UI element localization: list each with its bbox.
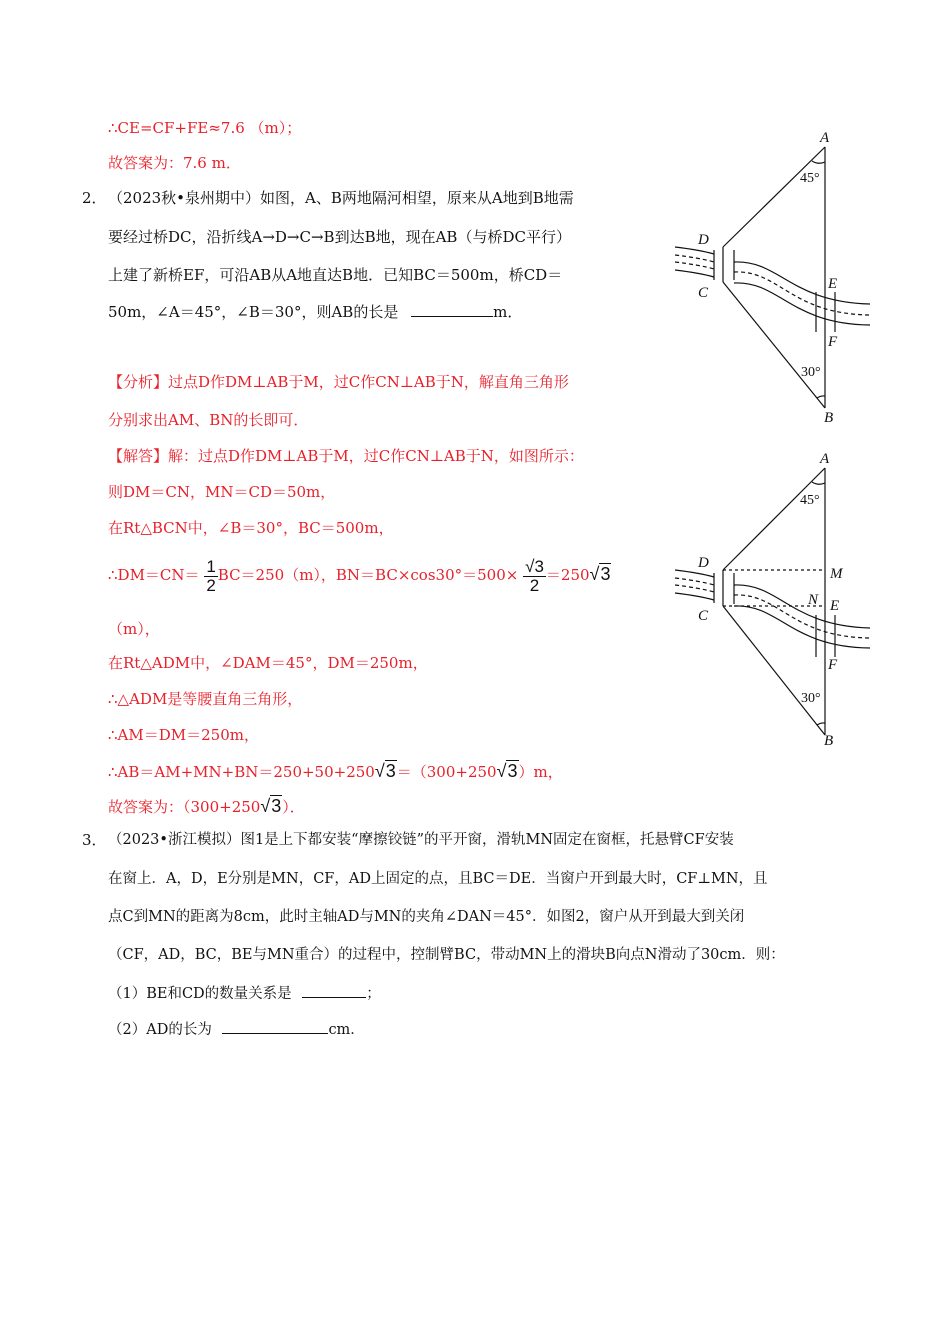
label-A: A	[820, 130, 830, 146]
angle-45: 45°	[800, 171, 820, 186]
formula-part: ）m，	[518, 763, 563, 781]
label-A: A	[820, 451, 830, 467]
label-D: D	[698, 555, 709, 571]
formula-part: ∴DM＝CN＝	[108, 566, 200, 584]
q2-solution-line-4	[108, 556, 611, 595]
q2-solution-line-5: （m），	[108, 620, 160, 638]
q3-stem-line-4: （CF，AD，BC，BE与MN重合）的过程中，控制臂BC，带动MN上的滑块B向点N滑动了30cm．则：	[108, 947, 785, 963]
sqrt-3: √3	[496, 761, 518, 781]
q2-unit: m．	[493, 303, 523, 321]
q2-solution-line-6: 在Rt△ADM中，∠DAM＝45°，DM＝250m，	[108, 654, 428, 672]
q3-stem-line-1: （2023•浙江模拟）图1是上下都安装“摩擦铰链”的平开窗，滑轨MN固定在窗框，托悬臂CF安装	[108, 832, 734, 848]
angle-30: 30°	[801, 691, 821, 706]
formula-part: ＝（300+250	[396, 763, 497, 781]
q3-sub2-unit: cm．	[328, 1022, 365, 1038]
q2-figure-2	[660, 440, 880, 760]
q1-answer-line: 故答案为：7.6 m．	[108, 154, 241, 172]
formula-part: 故答案为：（300+250	[108, 798, 261, 816]
q2-stem-line-3: 上建了新桥EF，可沿AB从A地直达B地．已知BC＝500m，桥CD＝	[108, 266, 563, 284]
q3-sub1-blank	[302, 983, 366, 998]
formula-part: BC＝250（m），BN＝BC×cos30°＝500×	[217, 566, 519, 584]
q3-stem-line-3: 点C到MN的距离为8cm，此时主轴AD与MN的夹角∠DAN＝45°．如图2，窗户从开到最大到关闭	[108, 909, 745, 925]
q2-stem-line-1: （2023秋•泉州期中）如图，A、B两地隔河相望，原来从A地到B地需	[108, 189, 574, 207]
formula-part: ＝250	[545, 566, 590, 584]
q3-sub1	[108, 983, 381, 1004]
sqrt-3: √3	[260, 796, 282, 816]
label-F: F	[828, 657, 838, 673]
fraction-half: $\frac{1}{2}$	[206, 556, 216, 595]
label-E: E	[828, 276, 838, 292]
q2-solution-line-9	[108, 761, 563, 782]
q3-sub1-text: （1）BE和CD的数量关系是	[108, 986, 292, 1002]
q3-number: 3．	[82, 831, 107, 849]
q2-stem-text: 50m，∠A＝45°，∠B＝30°，则AB的长是	[108, 303, 399, 321]
label-C: C	[698, 608, 709, 624]
label-N: N	[808, 592, 819, 608]
q2-stem-line-4	[108, 302, 522, 322]
q2-stem-line-2: 要经过桥DC，沿折线A→D→C→B到达B地，现在AB（与桥DC平行）	[108, 228, 571, 246]
q3-sub2-blank	[222, 1019, 328, 1034]
q3-sub2	[108, 1019, 365, 1040]
label-B: B	[824, 733, 834, 749]
angle-30: 30°	[801, 365, 821, 380]
q2-figure-1	[660, 120, 880, 430]
formula-part: ∴AB＝AM+MN+BN＝250+50+250	[108, 763, 375, 781]
label-E: E	[830, 598, 840, 614]
label-F: F	[828, 334, 838, 350]
q2-solution-line-1: 【解答】解：过点D作DM⊥AB于M，过C作CN⊥AB于N，如图所示：	[108, 447, 584, 465]
q3-stem-line-2: 在窗上．A，D，E分别是MN，CF，AD上固定的点，且BC＝DE．当窗户开到最大时，CF⊥MN，且	[108, 871, 768, 887]
q2-analysis-line-1: 【分析】过点D作DM⊥AB于M，过C作CN⊥AB于N，解直角三角形	[108, 373, 569, 391]
q1-result-line: ∴CE=CF+FE≈7.6 （m）；	[108, 119, 302, 137]
label-M: M	[830, 566, 843, 582]
fraction-sqrt3-over-2: $\frac{√3}{2}$	[525, 556, 544, 595]
q2-solution-line-3: 在Rt△BCN中，∠B＝30°，BC＝500m，	[108, 519, 394, 537]
sqrt-3: √3	[374, 761, 396, 781]
label-C: C	[698, 285, 709, 301]
formula-part: ）．	[282, 798, 305, 816]
q2-answer-line	[108, 796, 305, 817]
angle-45: 45°	[800, 493, 820, 508]
q2-solution-line-7: ∴△ADM是等腰直角三角形，	[108, 690, 303, 708]
q3-sub2-text: （2）AD的长为	[108, 1022, 212, 1038]
q2-solution-line-2: 则DM＝CN，MN＝CD＝50m，	[108, 483, 336, 501]
q2-analysis-line-2: 分别求出AM、BN的长即可．	[108, 411, 309, 429]
label-B: B	[824, 410, 834, 426]
label-D: D	[698, 232, 709, 248]
q2-number: 2．	[82, 189, 107, 207]
q3-sub1-suffix: ；	[366, 986, 381, 1002]
q2-answer-blank	[411, 302, 493, 317]
sqrt-3: √3	[589, 564, 611, 584]
q2-solution-line-8: ∴AM＝DM＝250m，	[108, 726, 259, 744]
